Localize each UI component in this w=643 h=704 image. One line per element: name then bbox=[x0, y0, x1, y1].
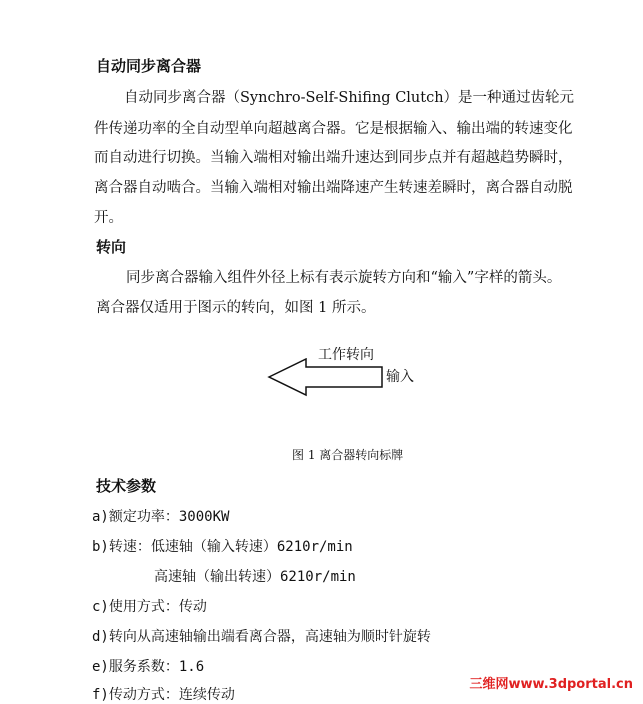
figure-label-input: 输入 bbox=[386, 369, 414, 385]
spec-item: c)使用方式：传动 bbox=[92, 599, 207, 615]
paragraph-line: 自动同步离合器（Synchro-Self-Shifing Clutch）是一种通过齿轮元 bbox=[124, 90, 575, 106]
spec-item: e)服务系数：1.6 bbox=[92, 659, 205, 675]
paragraph-line: 离合器仅适用于图示的转向，如图 1 所示。 bbox=[96, 300, 376, 316]
watermark-text-cn: 三维网 bbox=[469, 677, 509, 692]
spec-item: f)传动方式：连续传动 bbox=[92, 687, 235, 703]
section-heading-clutch: 自动同步离合器 bbox=[96, 57, 202, 75]
paragraph-line: 离合器自动啮合。当输入端相对输出端降速产生转速差瞬时，离合器自动脱 bbox=[94, 180, 573, 196]
left-arrow-icon bbox=[266, 358, 390, 398]
section-heading-specs: 技术参数 bbox=[96, 477, 157, 495]
watermark-url: www.3dportal.cn bbox=[508, 677, 633, 692]
spec-item: a)额定功率：3000KW bbox=[92, 509, 230, 525]
paragraph-line: 开。 bbox=[94, 210, 123, 226]
paragraph-line: 同步离合器输入组件外径上标有表示旋转方向和“输入”字样的箭头。 bbox=[126, 270, 562, 286]
section-heading-rotation: 转向 bbox=[96, 238, 127, 256]
figure-caption: 图 1 离合器转向标牌 bbox=[292, 448, 404, 462]
figure-label-working-direction: 工作转向 bbox=[318, 347, 374, 363]
spec-item: b)转速：低速轴（输入转速）6210r/min bbox=[92, 539, 353, 555]
spec-item: 高速轴（输出转速）6210r/min bbox=[154, 569, 356, 585]
paragraph-line: 件传递功率的全自动型单向超越离合器。它是根据输入、输出端的转速变化 bbox=[94, 121, 573, 137]
spec-item: d)转向从高速轴输出端看离合器，高速轴为顺时针旋转 bbox=[92, 629, 431, 645]
paragraph-line: 而自动进行切换。当输入端相对输出端升速达到同步点并有超越趋势瞬时， bbox=[94, 150, 573, 166]
watermark bbox=[468, 673, 636, 692]
